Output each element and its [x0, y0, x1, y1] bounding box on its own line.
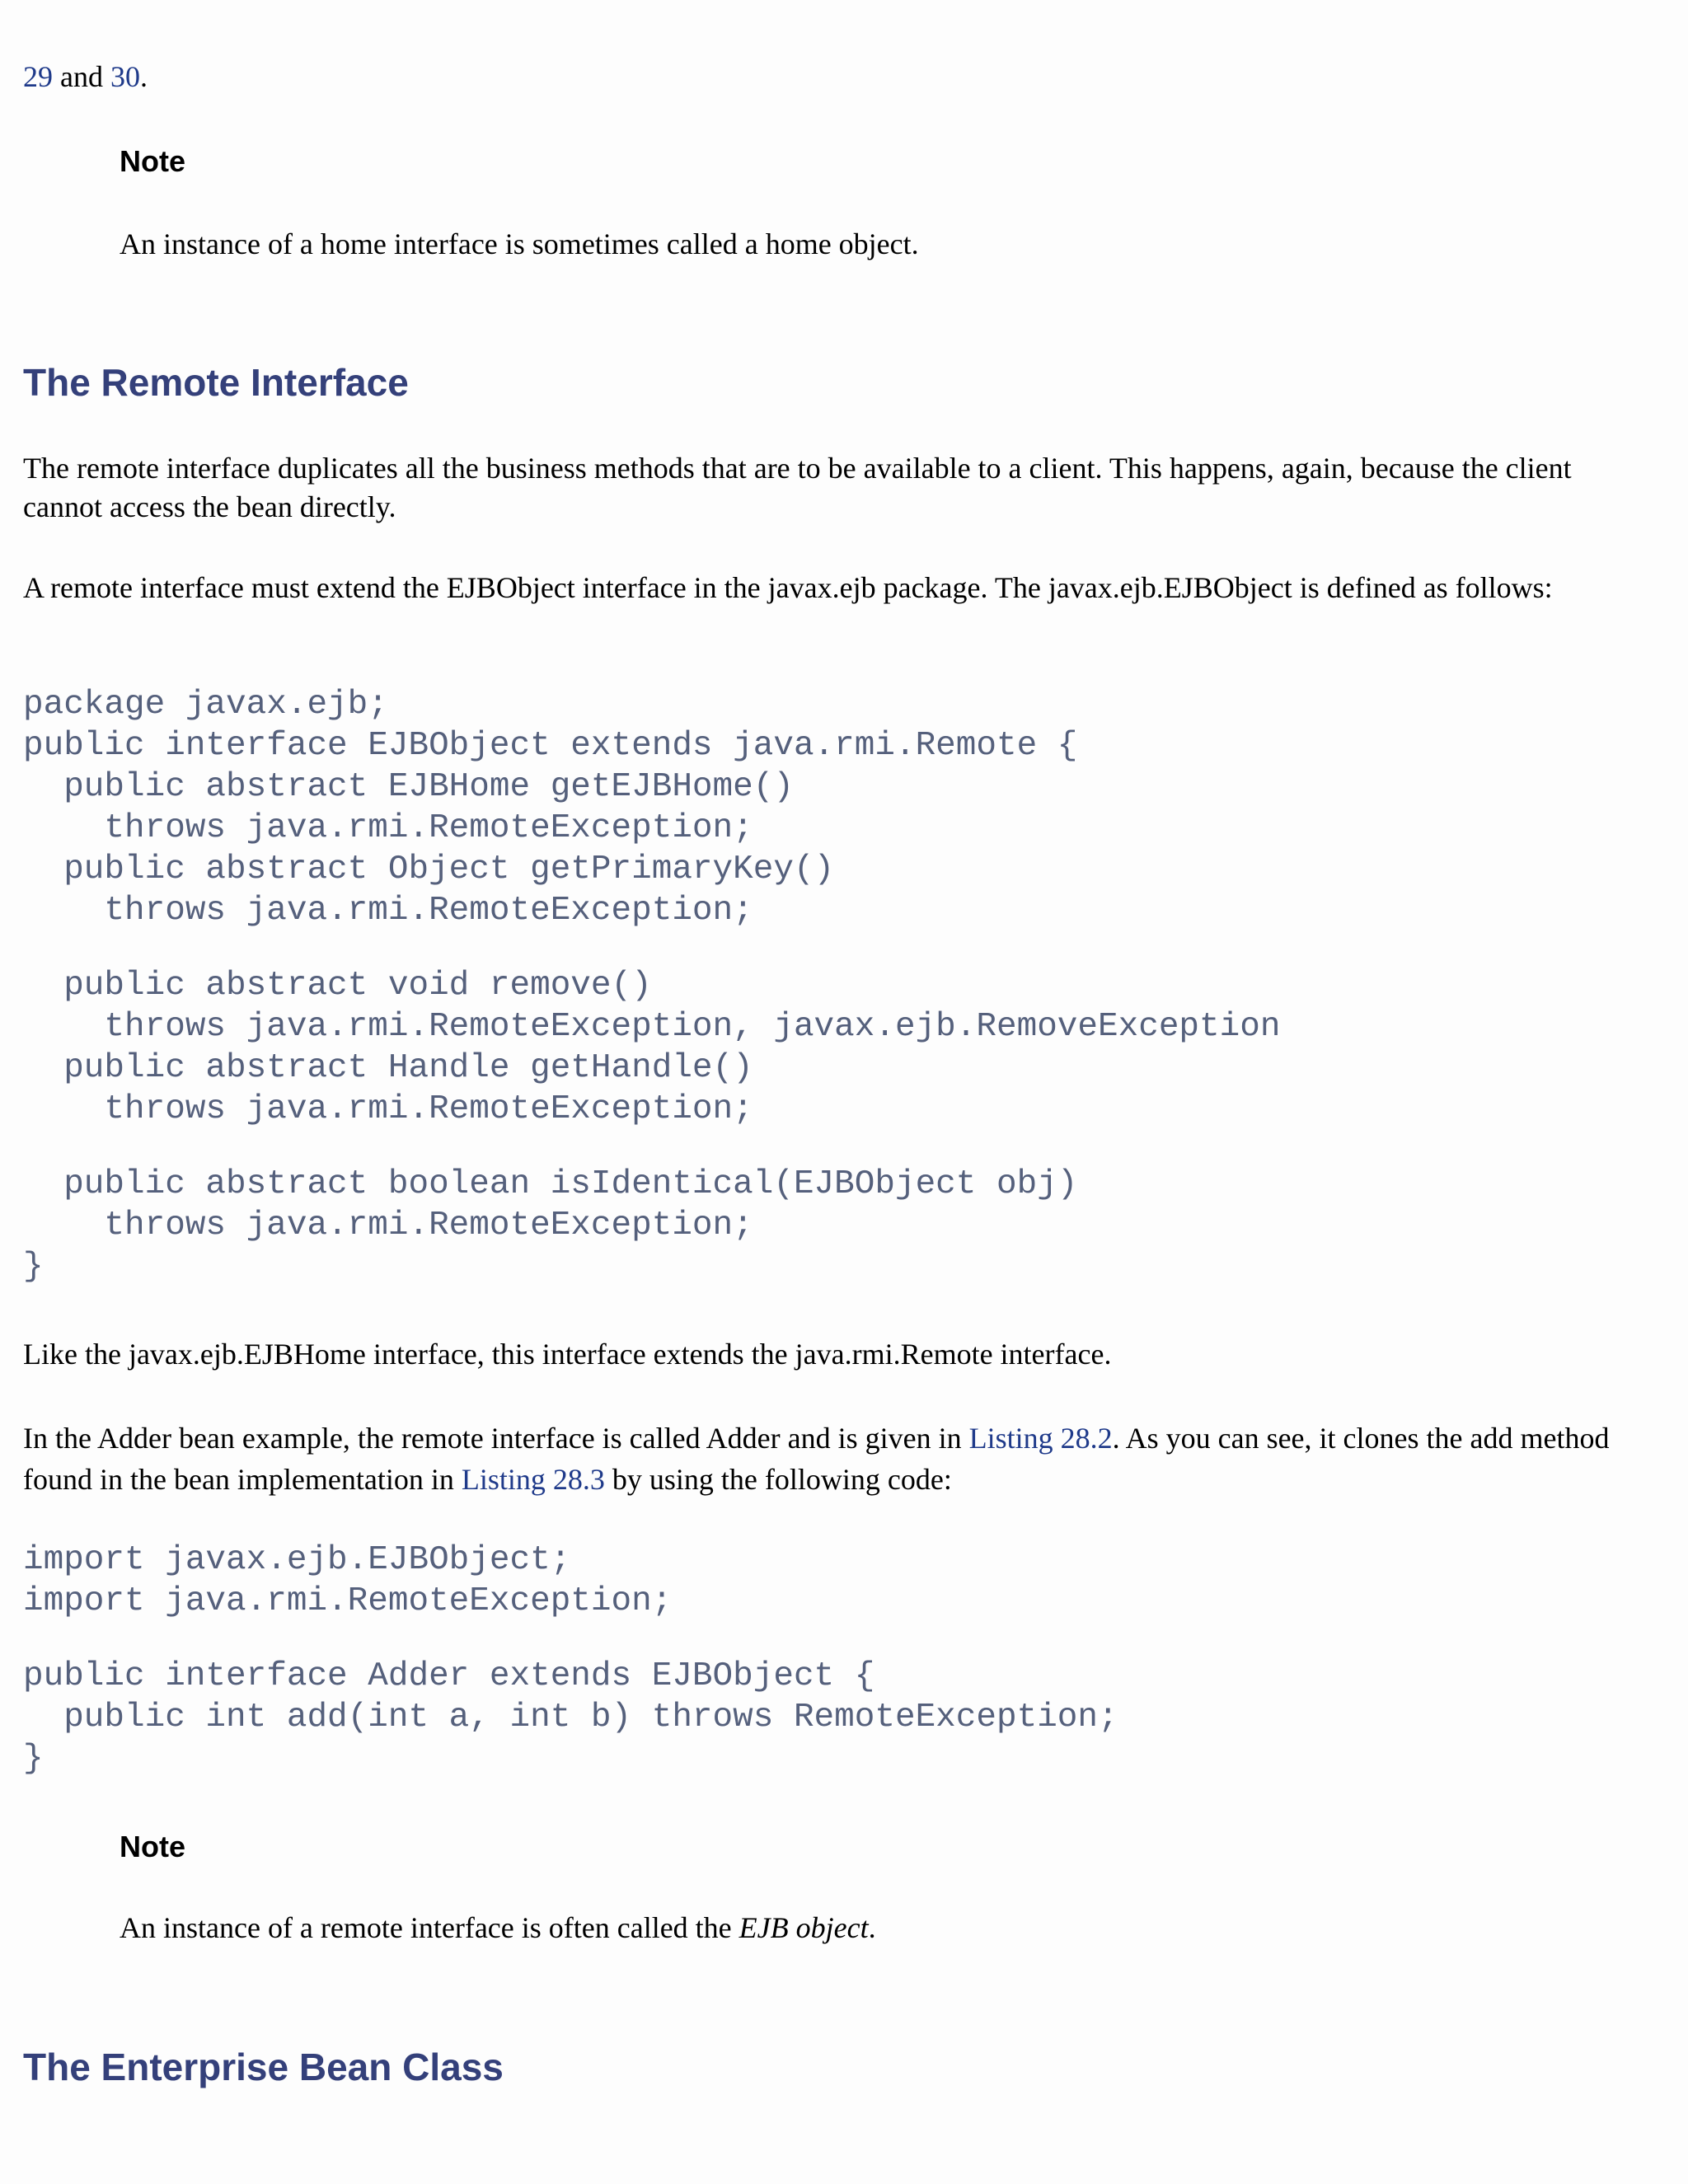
and-text: and: [53, 60, 110, 93]
code-line: import java.rmi.RemoteException;: [23, 1582, 673, 1620]
code-line: public int add(int a, int b) throws RemoteException;: [23, 1699, 1118, 1736]
code-line: throws java.rmi.RemoteException, javax.ejb.RemoveException: [23, 1008, 1281, 1046]
page-link-30[interactable]: 30: [110, 60, 140, 93]
period-text: .: [139, 60, 148, 93]
note-text-after: .: [868, 1911, 876, 1944]
code-line: throws java.rmi.RemoteException;: [23, 809, 753, 847]
paragraph-ejbobject-intro: A remote interface must extend the EJBObject interface in the javax.ejb package. The javax.ejb.EJBObject is defined as follows:: [23, 571, 1553, 604]
paragraph-remote-intro: The remote interface duplicates all the business methods that are to be available to a client. This happens, again, because the client cannot access the bean directly.: [23, 452, 1572, 523]
code-blank-line: [23, 1622, 1118, 1656]
note-text-emphasis: EJB object: [738, 1911, 869, 1944]
code-line: throws java.rmi.RemoteException;: [23, 1090, 753, 1128]
code-line: public abstract void remove(): [23, 967, 652, 1005]
top-reference-line: [23, 58, 1655, 96]
page-link-29[interactable]: 29: [23, 60, 53, 93]
code-line: public interface Adder extends EJBObject {: [23, 1657, 875, 1695]
listing-28-2-link[interactable]: Listing 28.2: [968, 1422, 1113, 1455]
code-line: throws java.rmi.RemoteException;: [23, 1207, 753, 1244]
note-title: Note: [120, 1830, 185, 1863]
note-text-before: An instance of a remote interface is often called the: [120, 1911, 739, 1944]
listing-28-3-link[interactable]: Listing 28.3: [461, 1463, 605, 1496]
adder-text-3: by using the following code:: [604, 1463, 952, 1496]
note-text: An instance of a home interface is sometimes called a home object.: [120, 227, 919, 260]
paragraph-extends-remote: Like the javax.ejb.EJBHome interface, this interface extends the java.rmi.Remote interface.: [23, 1338, 1112, 1371]
code-block-ejbobject: [23, 684, 1280, 1287]
note-title: Note: [120, 144, 185, 178]
code-line: }: [23, 1740, 44, 1778]
code-blank-line: [23, 1130, 1280, 1164]
code-line: throws java.rmi.RemoteException;: [23, 892, 753, 930]
code-line: import javax.ejb.EJBObject;: [23, 1541, 571, 1579]
code-line: public interface EJBObject extends java.rmi.Remote {: [23, 727, 1078, 765]
code-line: }: [23, 1248, 44, 1286]
adder-text-1: In the Adder bean example, the remote interface is called Adder and is given in: [23, 1422, 969, 1455]
section-heading-remote-interface: The Remote Interface: [23, 361, 409, 404]
paragraph-adder-example: [23, 1418, 1655, 1500]
code-line: public abstract EJBHome getEJBHome(): [23, 768, 794, 806]
code-line: package javax.ejb;: [23, 686, 388, 724]
code-blank-line: [23, 931, 1280, 965]
section-heading-enterprise-bean-class: The Enterprise Bean Class: [23, 2046, 504, 2088]
code-line: public abstract Object getPrimaryKey(): [23, 851, 835, 888]
adder-text-2: . As you can see, it clones the add method found in the bean implementation in: [23, 1422, 1610, 1496]
code-block-adder: [23, 1540, 1118, 1779]
note-text: [120, 1910, 876, 1945]
code-line: public abstract Handle getHandle(): [23, 1049, 753, 1087]
code-line: public abstract boolean isIdentical(EJBObject obj): [23, 1165, 1078, 1203]
